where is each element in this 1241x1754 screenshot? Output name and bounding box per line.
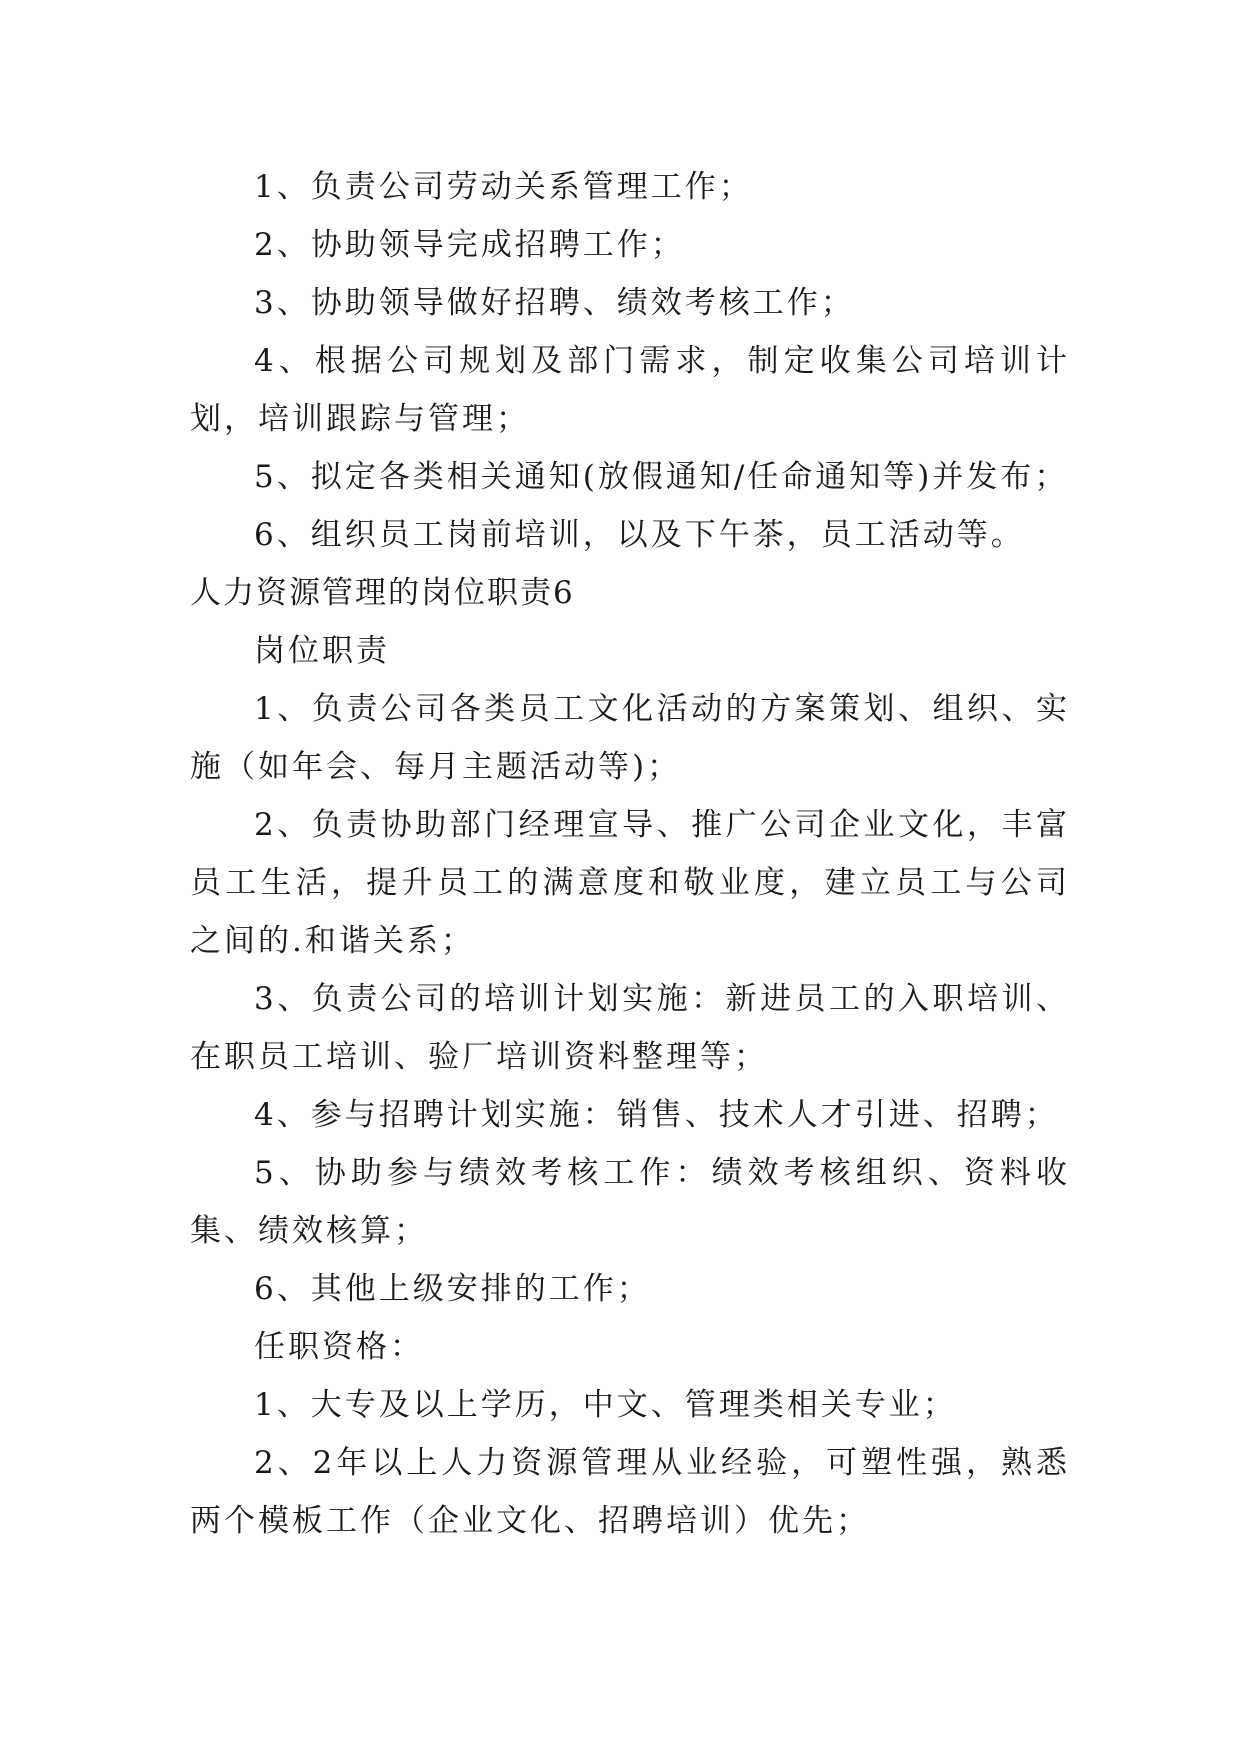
- list-item: 1、负责公司各类员工文化活动的方案策划、组织、实施（如年会、每月主题活动等)；: [190, 691, 1070, 785]
- list-item: 4、根据公司规划及部门需求，制定收集公司培训计划，培训跟踪与管理；: [190, 343, 1070, 437]
- list-item: 3、负责公司的培训计划实施：新进员工的入职培训、在职员工培训、验厂培训资料整理等；: [190, 981, 1070, 1075]
- list-item: 6、其他上级安排的工作；: [254, 1271, 651, 1307]
- list-item: 6、组织员工岗前培训，以及下午茶，员工活动等。: [254, 517, 1025, 553]
- list-item: 1、大专及以上学历，中文、管理类相关专业；: [254, 1387, 957, 1423]
- list-item: 3、协助领导做好招聘、绩效考核工作；: [254, 285, 855, 321]
- list-item: 2、协助领导完成招聘工作；: [254, 227, 685, 263]
- document-body: [190, 158, 1070, 1550]
- list-item: 2、负责协助部门经理宣导、推广公司企业文化，丰富员工生活，提升员工的满意度和敬业度，建立员工与公司之间的.和谐关系；: [190, 807, 1070, 959]
- list-item: 4、参与招聘计划实施：销售、技术人才引进、招聘；: [254, 1097, 1059, 1133]
- list-item: 1、负责公司劳动关系管理工作；: [254, 169, 753, 205]
- duties-label: 岗位职责: [254, 633, 390, 669]
- list-item: 5、协助参与绩效考核工作：绩效考核组织、资料收集、绩效核算；: [190, 1155, 1070, 1249]
- list-item: 2、2年以上人力资源管理从业经验，可塑性强，熟悉两个模板工作（企业文化、招聘培训）优先；: [190, 1445, 1070, 1539]
- list-item: 5、拟定各类相关通知(放假通知/任命通知等)并发布；: [254, 459, 1069, 495]
- qualifications-label: 任职资格：: [254, 1329, 424, 1365]
- section-title: 人力资源管理的岗位职责6: [190, 575, 575, 611]
